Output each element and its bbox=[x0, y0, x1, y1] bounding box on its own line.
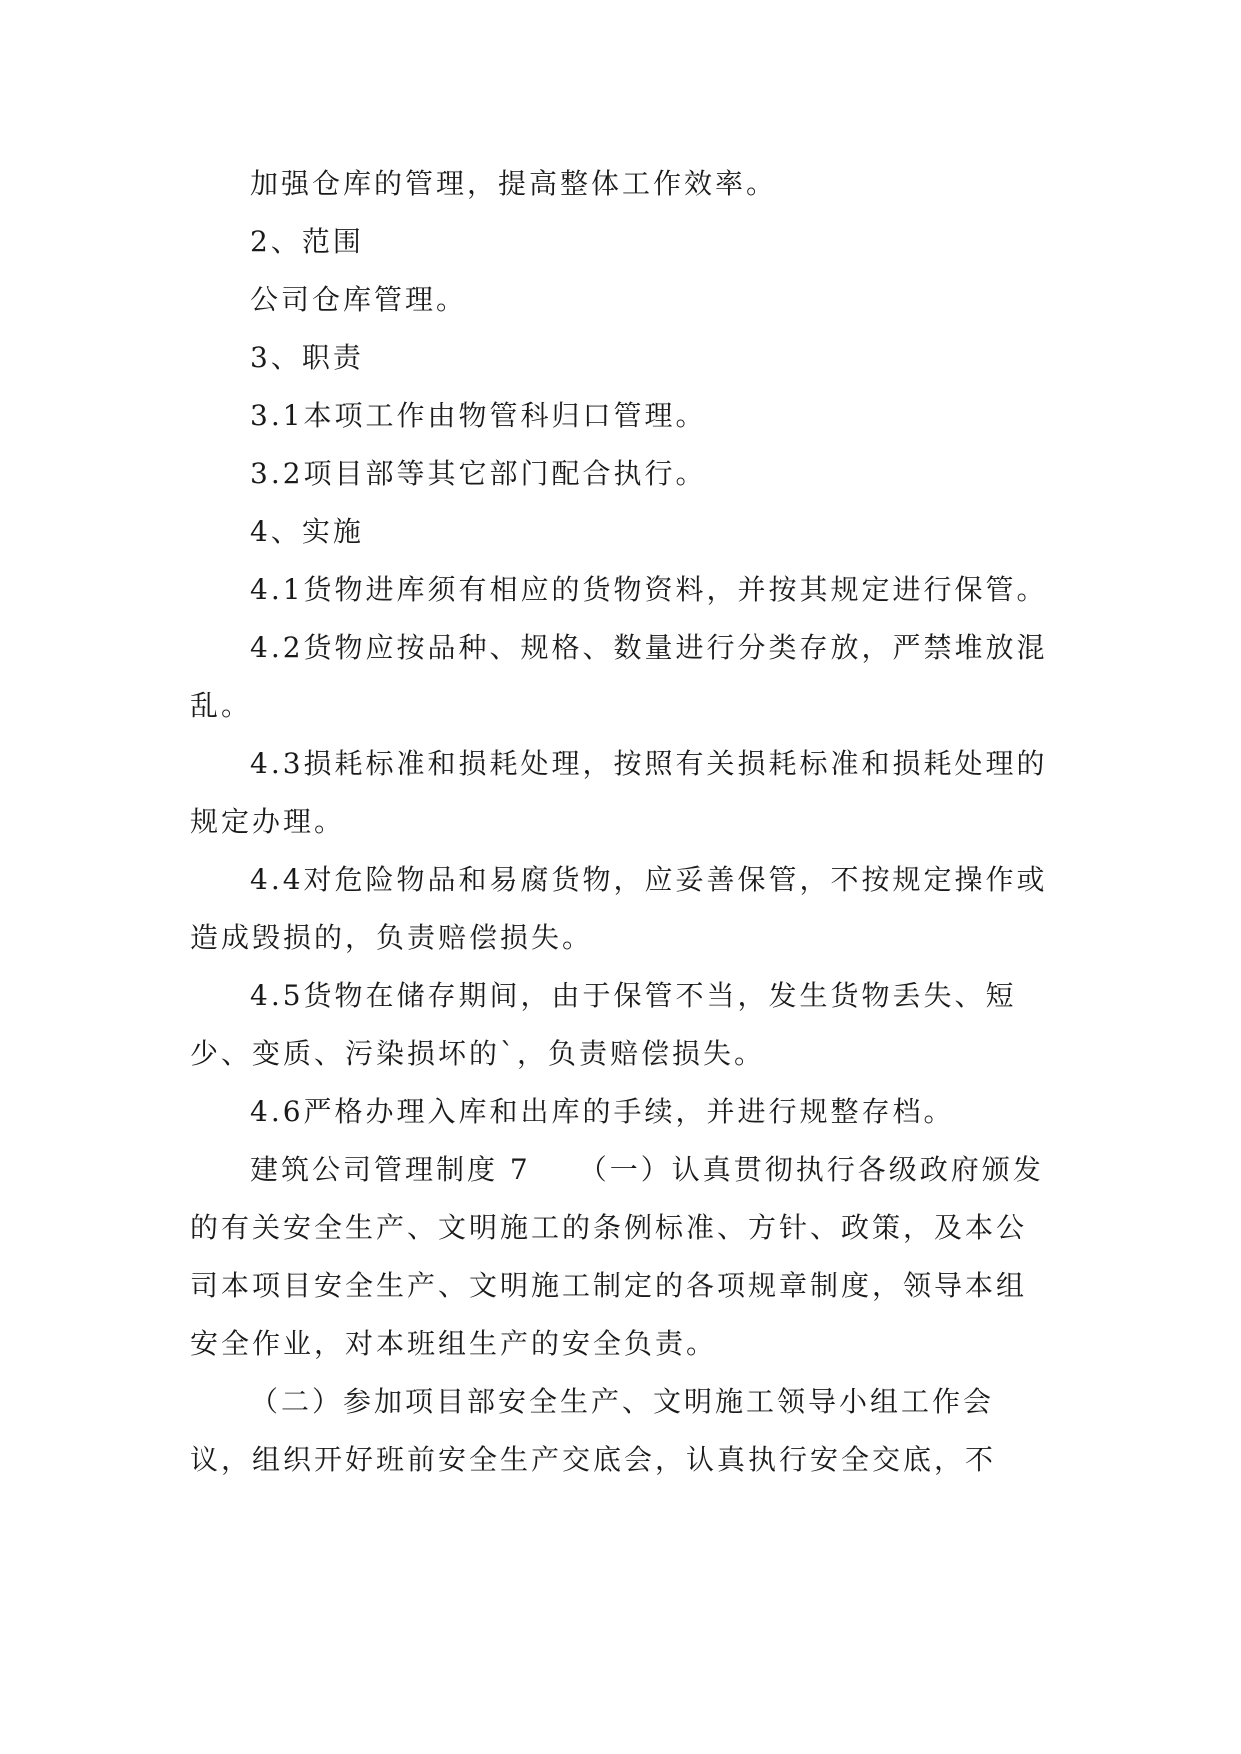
section-heading-implementation: 4、实施 bbox=[250, 515, 364, 548]
clause-4-5: 4.5货物在储存期间，由于保管不当，发生货物丢失、短少、变质、污染损坏的`，负责赔偿损失。 bbox=[190, 979, 1017, 1070]
section-heading-duties: 3、职责 bbox=[250, 341, 364, 374]
paragraph-section-7: 建筑公司管理制度 7 （一）认真贯彻执行各级政府颁发的有关安全生产、文明施工的条例标准、方针、政策，及本公司本项目安全生产、文明施工制定的各项规章制度，领导本组安全作业，对本班组生产的安全负责。 bbox=[190, 1153, 1044, 1360]
section-heading-scope: 2、范围 bbox=[250, 225, 364, 258]
clause-4-2: 4.2货物应按品种、规格、数量进行分类存放，严禁堆放混乱。 bbox=[190, 631, 1048, 722]
paragraph: 加强仓库的管理，提高整体工作效率。 bbox=[250, 167, 778, 200]
clause-4-4: 4.4对危险物品和易腐货物，应妥善保管，不按规定操作或造成毁损的，负责赔偿损失。 bbox=[190, 863, 1048, 954]
clause-4-3: 4.3损耗标准和损耗处理，按照有关损耗标准和损耗处理的规定办理。 bbox=[190, 747, 1048, 838]
document-body bbox=[190, 155, 1050, 1489]
clause-3-1: 3.1本项工作由物管科归口管理。 bbox=[250, 399, 707, 432]
paragraph-item-2: （二）参加项目部安全生产、文明施工领导小组工作会议，组织开好班前安全生产交底会，认真执行安全交底，不 bbox=[190, 1385, 997, 1476]
clause-3-2: 3.2项目部等其它部门配合执行。 bbox=[250, 457, 707, 490]
clause-4-1: 4.1货物进库须有相应的货物资料，并按其规定进行保管。 bbox=[250, 573, 1048, 606]
paragraph: 公司仓库管理。 bbox=[250, 283, 468, 316]
clause-4-6: 4.6严格办理入库和出库的手续，并进行规整存档。 bbox=[250, 1095, 955, 1128]
